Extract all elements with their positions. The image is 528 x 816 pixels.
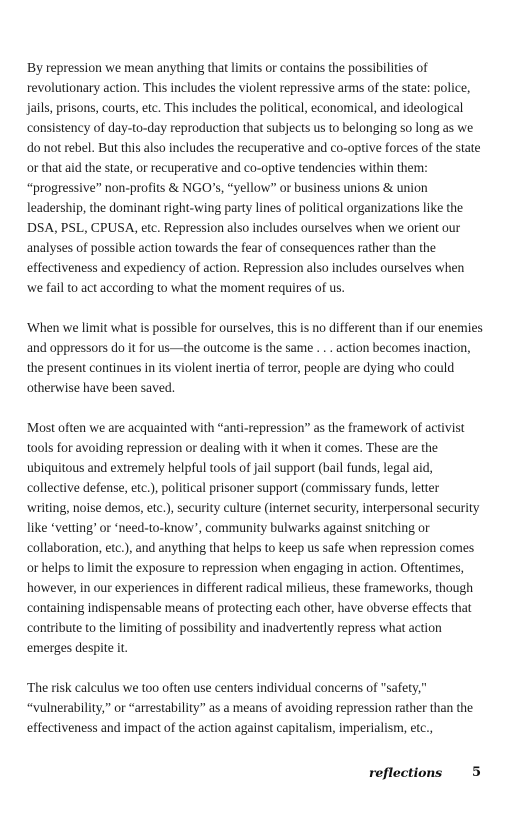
paragraph-limiting-possibility: When we limit what is possible for ourselves, this is no different than if our enemies and oppressors do it for us—the outcome is the same . . . action becomes inaction, the present continues in its violent inertia of terror, people are dying who could otherwise have been saved. [27, 320, 483, 395]
body-text [27, 58, 483, 758]
page-number: 5 [472, 765, 482, 780]
running-title: reflections [369, 765, 443, 780]
paragraph-anti-repression: Most often we are acquainted with “anti-repression” as the framework of activist tools for avoiding repression or dealing with it when it comes. These are the ubiquitous and extremely helpful tools of jail support (bail funds, legal aid, collective defense, etc.), political prisoner support (commissary funds, letter writing, noise demos, etc.), security culture (internet security, interpersonal security like ‘vetting’ or ‘need-to-know’, community bulwarks against snitching or collaboration, etc.), and anything that helps to keep us safe when repression comes or helps to limit the exposure to repression when engaging in action. Oftentimes, however, in our experiences in different radical milieus, these frameworks, though containing indispensable means of protecting each other, have obverse effects that contribute to the limiting of possibility and inadvertently repress what action emerges despite it. [27, 420, 480, 655]
page-footer [0, 765, 528, 787]
paragraph-risk-calculus: The risk calculus we too often use centers individual concerns of "safety," “vulnerability,” or “arrestability” as a means of avoiding repression rather than the effectiveness and impact of the action against capitalism, imperialism, etc., [27, 680, 474, 735]
paragraph-repression-definition: By repression we mean anything that limits or contains the possibilities of revolutionary action. This includes the violent repressive arms of the state: police, jails, prisons, courts, etc. This includes the political, economical, and ideological consistency of day-to-day reproduction that subjects us to belonging so long as we do not rebel. But this also includes the recuperative and co-optive forces of the state or that aid the state, or recuperative and co-optive tendencies within them: “progressive” non-profits & NGO’s, “yellow” or business unions & union leadership, the dominant right-wing party lines of political organizations like the DSA, PSL, CPUSA, etc. Repression also includes ourselves when we orient our analyses of possible action towards the fear of consequences rather than the effectiveness and expediency of action. Repression also includes ourselves when we fail to act according to what the moment requires of us. [27, 60, 481, 295]
